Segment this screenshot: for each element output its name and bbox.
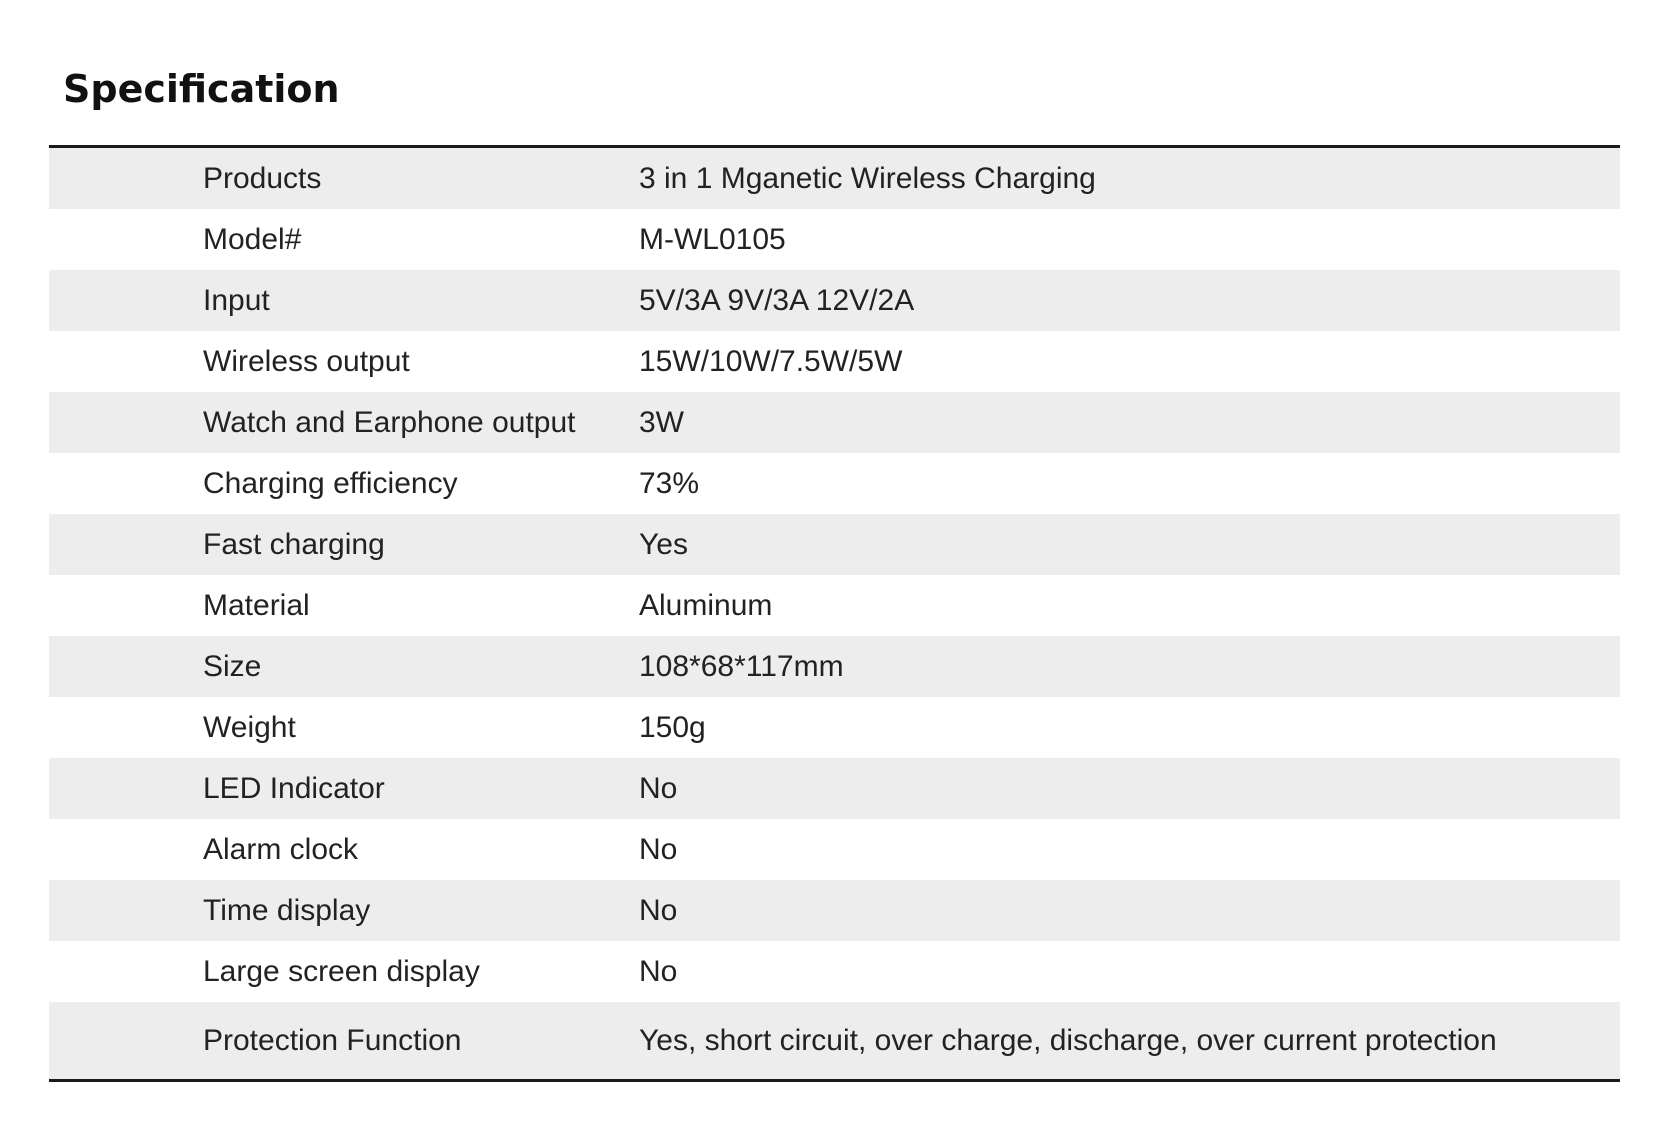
- spec-value: 5V/3A 9V/3A 12V/2A: [639, 283, 915, 317]
- table-row: [49, 331, 1620, 392]
- spec-value: 3 in 1 Mganetic Wireless Charging: [639, 161, 1096, 195]
- spec-label: Material: [203, 588, 310, 622]
- table-row: [49, 636, 1620, 697]
- spec-value: 108*68*117mm: [639, 649, 844, 683]
- spec-label: Protection Function: [203, 1023, 462, 1057]
- spec-label: Fast charging: [203, 527, 385, 561]
- table-row: [49, 209, 1620, 270]
- spec-value: 3W: [639, 405, 684, 439]
- spec-label: Watch and Earphone output: [203, 405, 576, 439]
- spec-label: Alarm clock: [203, 832, 359, 866]
- spec-label: Input: [203, 283, 270, 317]
- table-row: [49, 758, 1620, 819]
- spec-value: 150g: [639, 710, 706, 744]
- spec-value: Yes: [639, 527, 688, 561]
- spec-label: Model#: [203, 222, 302, 256]
- table-row: [49, 453, 1620, 514]
- spec-label: Large screen display: [203, 954, 480, 988]
- page-title: Specification: [63, 67, 340, 111]
- spec-label: Charging efficiency: [203, 466, 458, 500]
- table-row: [49, 1002, 1620, 1079]
- spec-label: Size: [203, 649, 262, 683]
- table-row: [49, 819, 1620, 880]
- specification-table: [49, 145, 1620, 1082]
- spec-label: Weight: [203, 710, 296, 744]
- spec-label: Time display: [203, 893, 371, 927]
- table-row: [49, 148, 1620, 209]
- spec-value: Aluminum: [639, 588, 773, 622]
- spec-label: Products: [203, 161, 322, 195]
- spec-label: LED Indicator: [203, 771, 385, 805]
- table-row: [49, 270, 1620, 331]
- table-row: [49, 514, 1620, 575]
- spec-value: No: [639, 832, 678, 866]
- table-row: [49, 392, 1620, 453]
- spec-value: 15W/10W/7.5W/5W: [639, 344, 903, 378]
- spec-value: 73%: [639, 466, 700, 500]
- spec-label: Wireless output: [203, 344, 410, 378]
- spec-value: Yes, short circuit, over charge, discharge, over current protection: [639, 1023, 1497, 1057]
- table-row: [49, 941, 1620, 1002]
- spec-value: No: [639, 771, 678, 805]
- table-row: [49, 697, 1620, 758]
- table-row: [49, 880, 1620, 941]
- spec-value: No: [639, 893, 678, 927]
- spec-value: No: [639, 954, 678, 988]
- table-row: [49, 575, 1620, 636]
- spec-value: M-WL0105: [639, 222, 786, 256]
